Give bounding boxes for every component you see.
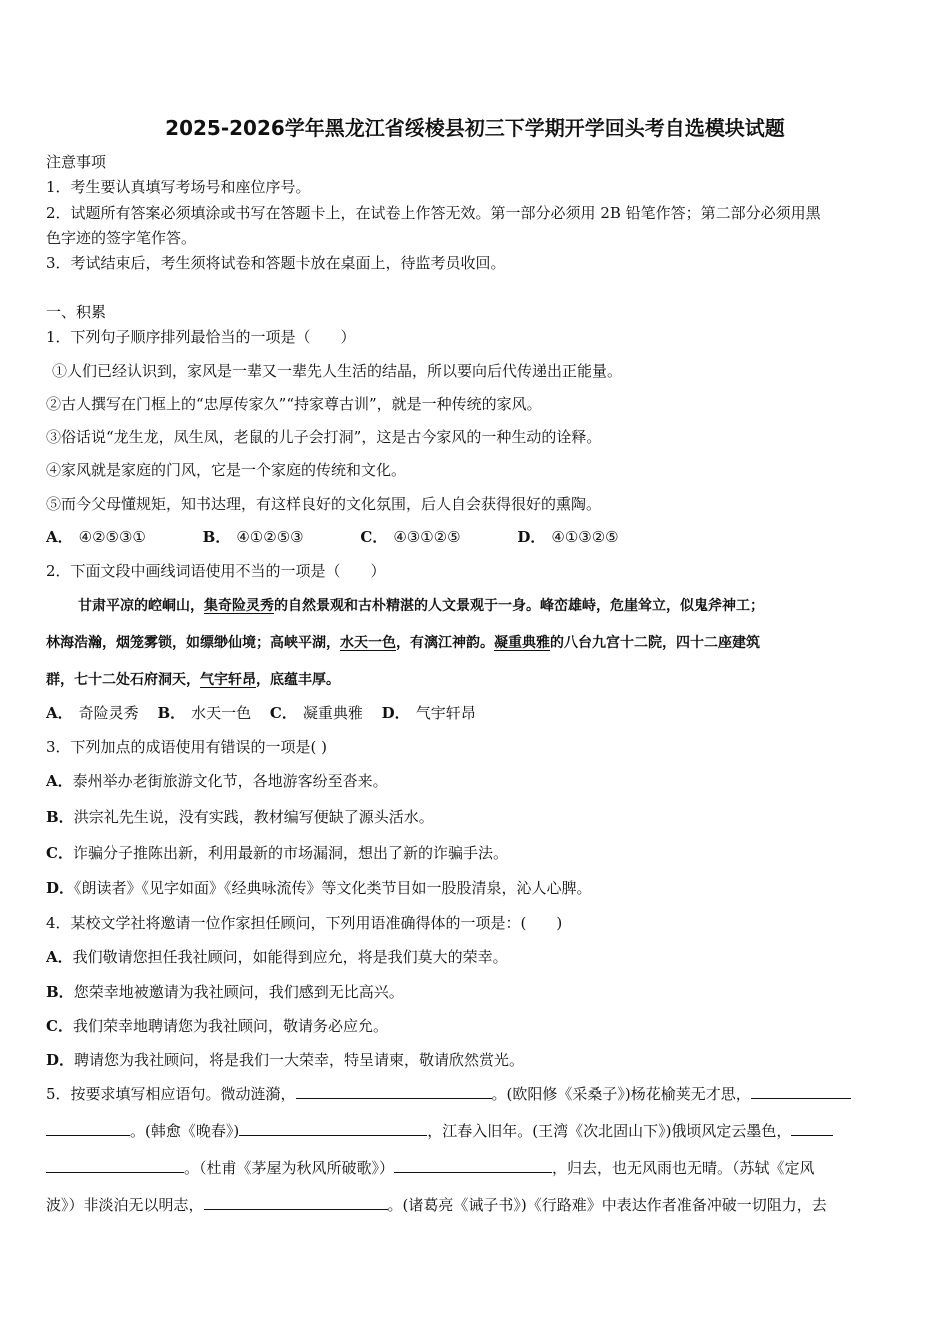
answer-blank[interactable] (204, 1195, 388, 1210)
answer-blank[interactable] (791, 1121, 833, 1136)
q1-sentence: ⑤而今父母懂规矩，知书达理，有这样良好的文化氛围，后人自会获得很好的熏陶。 (46, 495, 602, 513)
option-letter: B． (157, 704, 186, 722)
answer-blank[interactable] (751, 1084, 851, 1099)
answer-blank[interactable] (239, 1121, 427, 1136)
q2-passage-line (46, 670, 906, 690)
option-letter: D． (46, 879, 75, 897)
q2-passage-line (46, 633, 906, 653)
q2-option-b[interactable] (157, 703, 251, 723)
option-text: 《朗读者》《见字如面》《经典咏流传》等文化类节目如一股股清泉，沁人心脾。 (74, 879, 592, 897)
q5-text: 。(诸葛亮《诫子书》)《行路难》中表达作者准备冲破一切阻力，去 (387, 1196, 827, 1214)
option-letter: B． (202, 528, 231, 546)
option-letter: D． (517, 528, 546, 546)
question-5-line (46, 1084, 906, 1104)
q4-option-b[interactable] (46, 982, 906, 1002)
option-text: 您荣幸地被邀请为我社顾问，我们感到无比高兴。 (73, 983, 404, 1001)
option-text: 气宇轩昂 (415, 704, 476, 722)
q1-option-a[interactable] (46, 527, 146, 547)
option-letter: B． (46, 983, 74, 1001)
option-text: 我们荣幸地聘请您为我社顾问，敬请务必应允。 (72, 1017, 388, 1035)
q5-text: ，江春入旧年。(王湾《次北固山下》)俄顷风定云墨色， (427, 1122, 792, 1140)
q2-passage-line (78, 596, 938, 616)
q1-sentence: ③俗话说“龙生龙，凤生凤，老鼠的儿子会打洞”，这是古今家风的一种生动的诠释。 (46, 428, 602, 446)
notice-item: 3．考试结束后，考生须将试卷和答题卡放在桌面上，待监考员收回。 (46, 254, 506, 272)
option-letter: A． (46, 948, 73, 966)
underlined-word: 气宇轩昂 (200, 672, 256, 688)
answer-blank[interactable] (46, 1121, 130, 1136)
section-heading: 一、积累 (46, 303, 107, 321)
page-title: 2025-2026学年黑龙江省绥棱县初三下学期开学回头考自选模块试题 (165, 116, 785, 140)
passage-text: 群，七十二处石府洞天， (46, 672, 200, 688)
option-text: ④①③②⑤ (551, 528, 619, 546)
question-2-stem: 2．下面文段中画线词语使用不当的一项是（ ） (46, 562, 386, 580)
question-3-stem: 3．下列加点的成语使用有错误的一项是( ) (46, 738, 328, 756)
q4-option-a[interactable] (46, 947, 906, 967)
passage-text: 的八台九宫十二院，四十二座建筑 (550, 635, 760, 651)
question-5-line (46, 1195, 906, 1215)
q3-option-a[interactable] (46, 771, 906, 791)
option-letter: C． (46, 844, 73, 862)
option-letter: A． (46, 704, 73, 722)
option-text: 诈骗分子推陈出新，利用最新的市场漏洞，想出了新的诈骗手法。 (72, 844, 508, 862)
q1-option-b[interactable] (203, 527, 304, 547)
option-text: 凝重典雅 (302, 704, 363, 722)
option-letter: C． (46, 1017, 73, 1035)
notice-item: 1．考生要认真填写考场号和座位序号。 (46, 178, 311, 196)
q5-text: ，归去，也无风雨也无晴。（苏轼《定风 (552, 1159, 815, 1177)
q1-options (46, 527, 906, 547)
passage-text: ，底蕴丰厚。 (256, 672, 340, 688)
notice-item: 色字迹的签字笔作答。 (46, 229, 197, 247)
passage-text: ，有漓江神韵。 (396, 635, 494, 651)
option-text: ④③①②⑤ (393, 528, 461, 546)
option-letter: A． (46, 772, 73, 790)
q2-options (46, 703, 906, 723)
option-letter: A． (46, 528, 73, 546)
option-text: 泰州举办老街旅游文化节，各地游客纷至沓来。 (72, 772, 388, 790)
q2-option-a[interactable] (46, 703, 139, 723)
option-letter: C． (360, 528, 388, 546)
notice-heading: 注意事项 (46, 153, 107, 171)
answer-blank[interactable] (46, 1158, 184, 1173)
passage-text: 林海浩瀚，烟笼雾锁，如缥缈仙境；高峡平湖， (46, 635, 340, 651)
option-letter: D． (46, 1051, 75, 1069)
notice-item: 2．试题所有答案必须填涂或书写在答题卡上，在试卷上作答无效。第一部分必须用 2B 铅笔作答；第二部分必须用黑 (46, 204, 821, 222)
underlined-word: 凝重典雅 (494, 635, 550, 651)
option-letter: B． (46, 808, 74, 826)
option-text: ④①②⑤③ (236, 528, 304, 546)
underlined-word: 集奇险灵秀 (204, 598, 274, 614)
q5-text: 波》）非淡泊无以明志， (46, 1196, 204, 1214)
q3-option-c[interactable] (46, 843, 906, 863)
underlined-word: 水天一色 (340, 635, 396, 651)
q1-option-c[interactable] (360, 527, 460, 547)
q4-option-c[interactable] (46, 1016, 906, 1036)
option-text: ④②⑤③① (78, 528, 146, 546)
q3-option-d[interactable] (46, 878, 906, 898)
q5-text: 5．按要求填写相应语句。微动涟漪， (46, 1085, 296, 1103)
option-text: 水天一色 (191, 704, 252, 722)
option-text: 洪宗礼先生说，没有实践，教材编写便缺了源头活水。 (73, 808, 434, 826)
q5-text: 。(韩愈《晚春》) (130, 1122, 240, 1140)
q1-sentence: ①人们已经认识到，家风是一辈又一辈先人生活的结晶，所以要向后代传递出正能量。 (52, 362, 623, 380)
option-text: 聘请您为我社顾问，将是我们一大荣幸，特呈请柬，敬请欣然赏光。 (74, 1051, 525, 1069)
q2-option-c[interactable] (270, 703, 363, 723)
passage-text: 的自然景观和古朴精湛的人文景观于一身。峰峦雄峙，危崖耸立，似鬼斧神工； (274, 598, 764, 614)
q3-option-b[interactable] (46, 807, 906, 827)
answer-blank[interactable] (296, 1084, 492, 1099)
q1-sentence: ②古人撰写在门框上的“忠厚传家久”“持家尊古训”，就是一种传统的家风。 (46, 395, 542, 413)
q2-option-d[interactable] (382, 703, 476, 723)
q1-option-d[interactable] (517, 527, 618, 547)
option-text: 我们敬请您担任我社顾问，如能得到应允，将是我们莫大的荣幸。 (72, 948, 508, 966)
passage-text: 甘肃平凉的崆峒山， (78, 598, 204, 614)
question-5-line (46, 1121, 906, 1141)
option-letter: D． (381, 704, 410, 722)
question-1-stem: 1．下列句子顺序排列最恰当的一项是（ ） (46, 328, 356, 346)
q5-text: 。(欧阳修《采桑子》)杨花榆荚无才思， (491, 1085, 751, 1103)
q4-option-d[interactable] (46, 1050, 906, 1070)
q1-sentence: ④家风就是家庭的门风，它是一个家庭的传统和文化。 (46, 461, 407, 479)
q5-text: 。（杜甫《茅屋为秋风所破歌》） (184, 1159, 395, 1177)
answer-blank[interactable] (394, 1158, 552, 1173)
option-letter: C． (269, 704, 297, 722)
option-text: 奇险灵秀 (78, 704, 139, 722)
question-4-stem: 4．某校文学社将邀请一位作家担任顾问，下列用语准确得体的一项是：( ) (46, 914, 563, 932)
question-5-line (46, 1158, 906, 1178)
